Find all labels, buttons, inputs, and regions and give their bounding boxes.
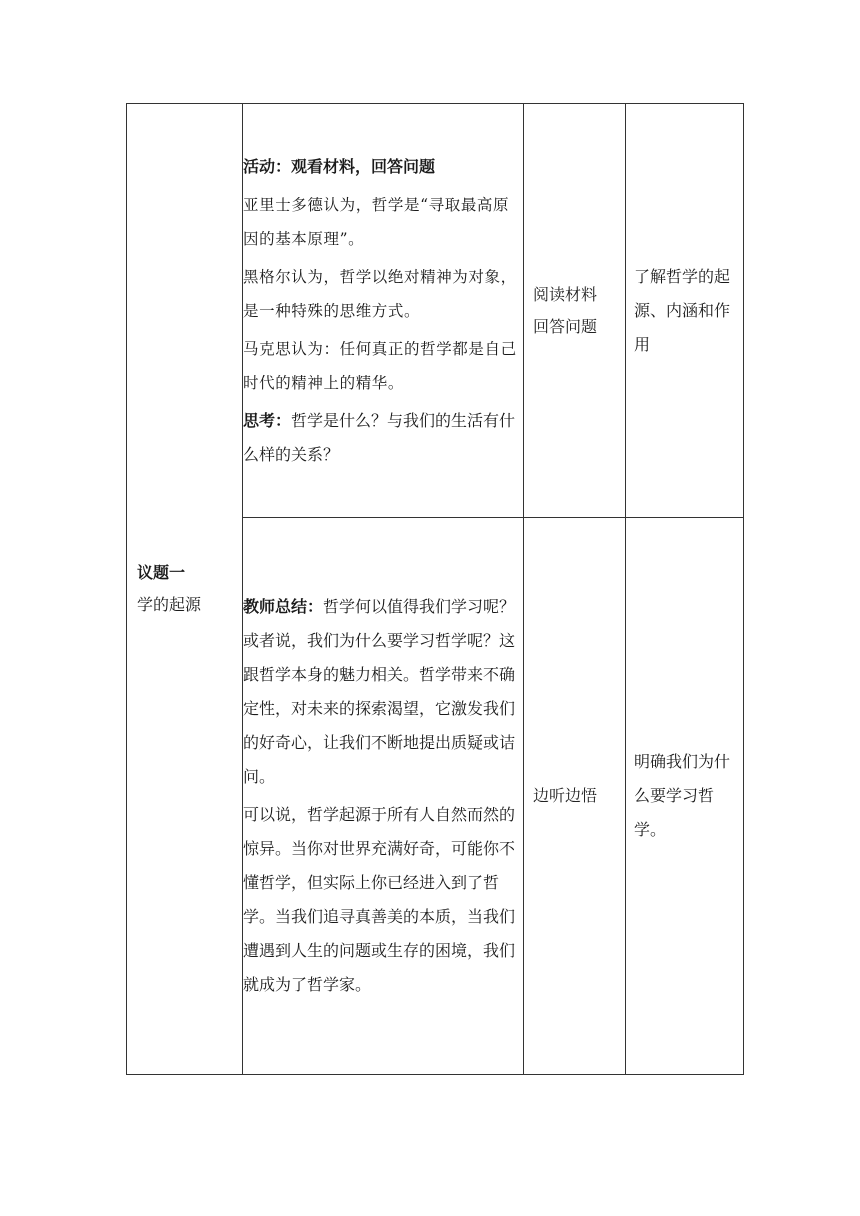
- topic-cell: [127, 104, 243, 1075]
- summary-paragraph-2: 可以说，哲学起源于所有人自然而然的惊异。当你对世界充满好奇，可能你不懂哲学，但实际上你已经进入到了哲学。当我们追寻真善美的本质，当我们遭遇到人生的问题或生存的困境，我们就成为了哲学家。: [243, 805, 516, 994]
- think-question: [243, 404, 523, 472]
- quote-marx: 马克思认为：任何真正的哲学都是自己时代的精神上的精华。: [243, 339, 517, 392]
- activity-label: 活动：观看材料，回答问题: [243, 156, 436, 176]
- goal-cell: 明确我们为什么要学习哲学。: [626, 518, 744, 1075]
- summary-text: 哲学何以值得我们学习呢？或者说，我们为什么要学习哲学呢？这跟哲学本身的魅力相关。哲学带来不确定性，对未来的探索渴望，它激发我们的好奇心，让我们不断地提出质疑或诘问。: [243, 597, 516, 786]
- topic-subtitle: 学的起源: [137, 595, 202, 614]
- student-activity-cell: 边听边悟: [524, 518, 626, 1075]
- summary-cell: [243, 518, 524, 1075]
- topic-title: 议题一: [137, 563, 186, 582]
- summary-label: 教师总结：: [243, 597, 324, 616]
- table-row: [127, 104, 744, 518]
- activity-cell: [243, 104, 524, 518]
- student-activity-line2: 回答问题: [533, 316, 598, 336]
- student-activity-cell: [524, 104, 626, 518]
- quote-hegel: 黑格尔认为，哲学以绝对精神为对象，是一种特殊的思维方式。: [243, 267, 517, 320]
- think-label: 思考：: [243, 410, 292, 430]
- think-text: 哲学是什么？与我们的生活有什么样的关系？: [243, 410, 516, 464]
- quote-aristotle: 亚里士多德认为，哲学是“寻取最高原因的基本原理”。: [243, 195, 510, 248]
- lesson-table: [126, 103, 744, 1075]
- student-activity-line1: 阅读材料: [533, 284, 598, 304]
- teacher-summary: [243, 590, 523, 794]
- goal-cell: 了解哲学的起源、内涵和作用: [626, 104, 744, 518]
